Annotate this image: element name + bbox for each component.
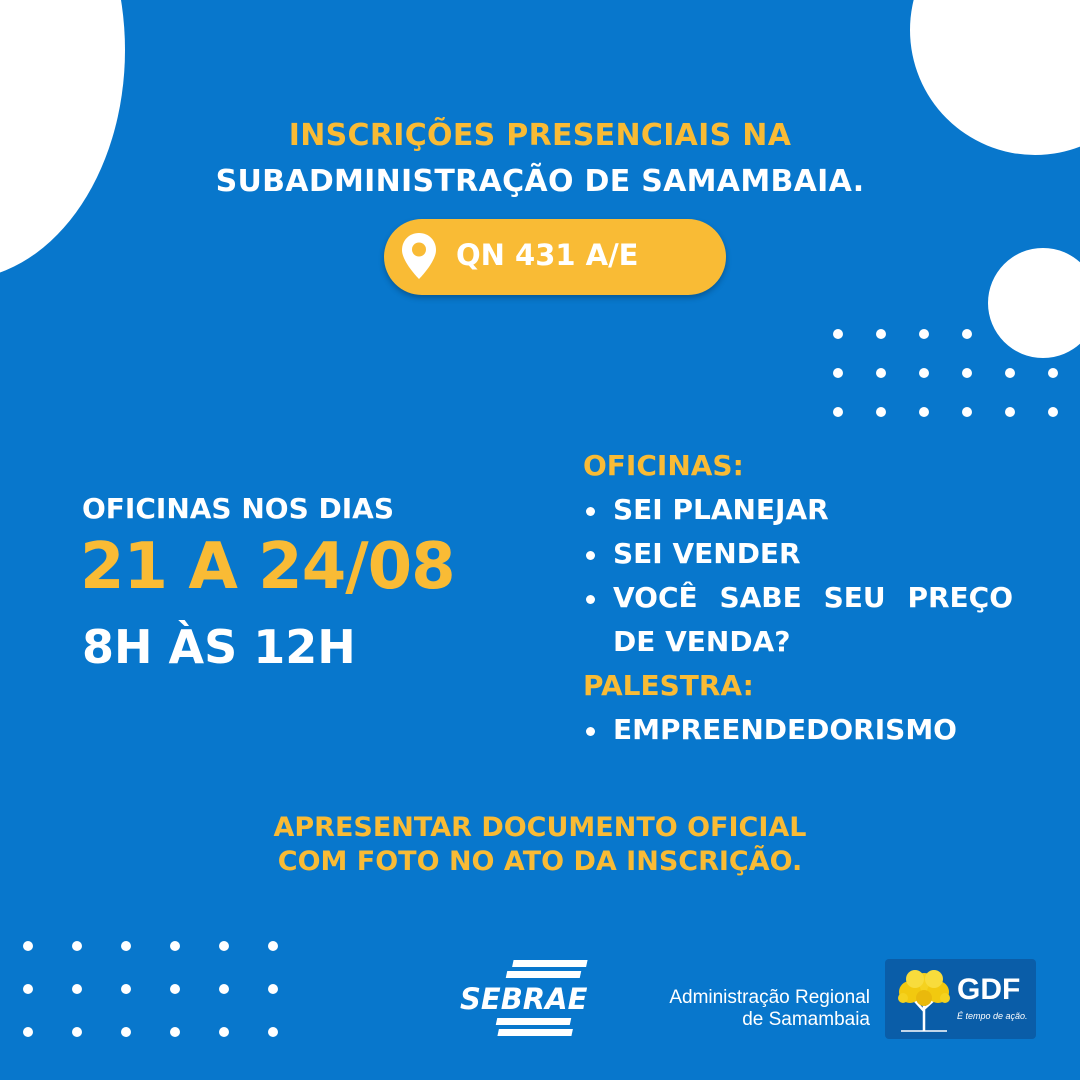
schedule-label: OFICINAS NOS DIAS [82,492,394,525]
gdf-slogan: É tempo de ação. [957,1011,1028,1021]
header-title-line1: INSCRIÇÕES PRESENCIAIS NA [288,118,792,153]
workshop-item-2: SEI VENDER [613,537,801,570]
address-text: QN 431 A/E [456,238,639,272]
footer-notice-line2: COM FOTO NO ATO DA INSCRIÇÃO. [277,846,803,877]
list-item [583,708,1013,752]
bullet-icon [586,727,595,736]
bullet-icon [586,595,595,604]
bullet-icon [586,551,595,560]
list-item [583,576,1013,664]
ipe-tree-icon [893,965,955,1033]
workshop-item-3: VOCÊ SABE SEU PREÇO DE VENDA? [613,581,1013,658]
admin-logo-line1: Administração Regional [669,987,870,1008]
list-item [583,532,1013,576]
header-title-line2: SUBADMINISTRAÇÃO DE SAMAMBAIA. [215,164,865,199]
list-item [583,488,1013,532]
admin-logo-line2: de Samambaia [742,1009,870,1030]
location-pin-icon [400,231,438,281]
footer-notice-line1: APRESENTAR DOCUMENTO OFICIAL [273,812,807,843]
dot-grid-bottom-left [23,941,278,1037]
admin-regional-logo [620,987,870,1031]
lecture-title: PALESTRA: [583,669,754,702]
workshop-item-1: SEI PLANEJAR [613,493,829,526]
bullet-icon [586,507,595,516]
sebrae-logo [456,958,606,1040]
sebrae-logo-text: SEBRAE [460,982,588,1016]
workshops-title: OFICINAS: [583,449,744,482]
schedule-dates: 21 A 24/08 [80,530,455,604]
schedule-hours: 8H ÀS 12H [82,620,356,674]
gdf-logo [885,959,1036,1039]
address-badge [384,219,726,295]
program-list [583,444,1013,752]
gdf-logo-text: GDF [957,973,1021,1006]
lecture-item-1: EMPREENDEDORISMO [613,713,957,746]
dot-grid-top-right [833,329,1058,417]
